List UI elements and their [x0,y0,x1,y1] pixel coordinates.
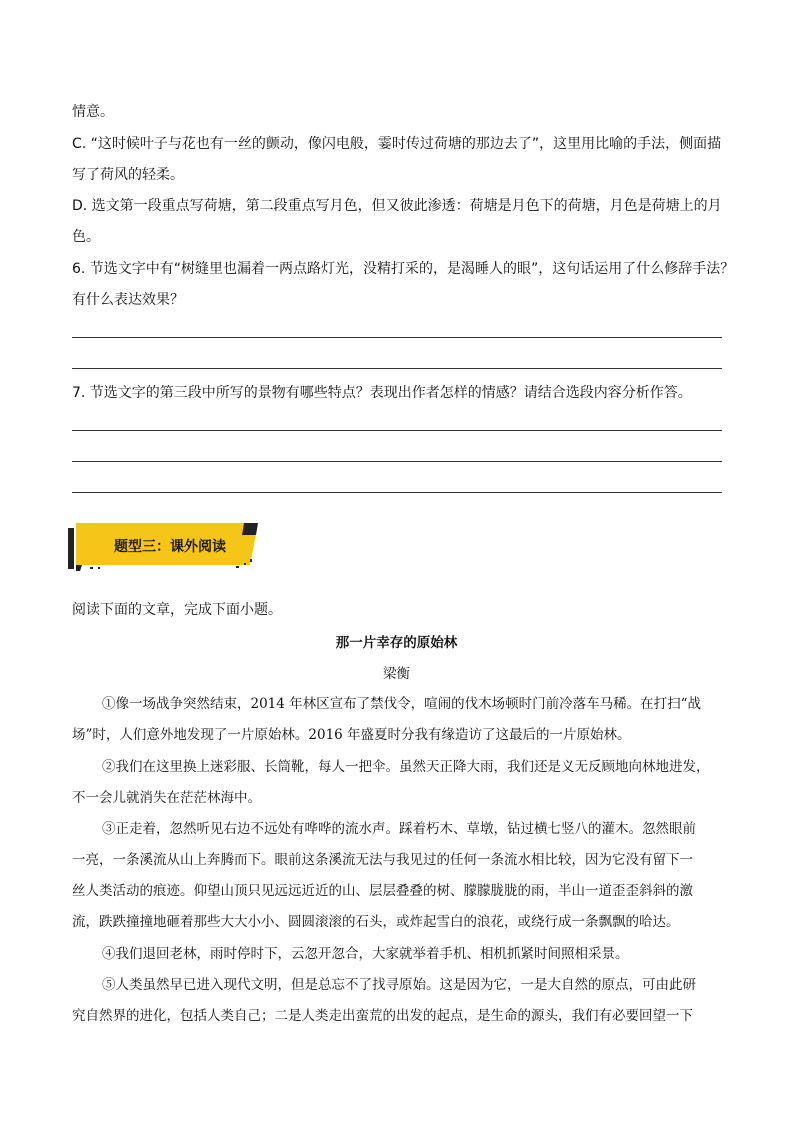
q5-option-d-line2: 色。 [72,229,100,245]
article-title: 那一片幸存的原始林 [335,635,458,651]
q5-option-c-line1: C. “这时候叶子与花也有一丝的颤动，像闪电般，霎时传过荷塘的那边去了”，这里用比喻的手法，侧面描 [72,136,722,152]
paragraph-2-line1: ②我们在这里换上迷彩服、长筒靴，每人一把伞。虽然天正降大雨，我们还是义无反顾地向林地进发， [102,759,710,775]
q6-line2: 有什么表达效果？ [72,292,184,308]
section-badge [68,523,258,571]
paragraph-4-line1: ④我们退回老林，雨时停时下，云忽开忽合，大家就举着手机、相机抓紧时间照相采景。 [102,946,629,962]
paragraph-3-line4: 流，跌跌撞撞地砸着那些大大小小、圆圆滚滚的石头，或炸起雪白的浪花，或绕行成一条飘飘的哈达。 [72,914,680,930]
q6-line1: 6. 节选文字中有“树缝里也漏着一两点路灯光，没精打采的，是渴睡人的眼”，这句话运用了什么修辞手法？ [72,261,735,277]
q5-continuation: 情意。 [72,104,114,120]
answer-line[interactable] [72,461,722,462]
paragraph-2-line2: 不一会儿就消失在茫茫林海中。 [72,790,261,806]
answer-line[interactable] [72,492,722,493]
answer-line[interactable] [72,337,722,338]
paragraph-3-line1: ③正走着，忽然听见右边不远处有哗哗的流水声。踩着朽木、草墩，钻过横七竖八的灌木。忽然眼前 [102,821,696,837]
paragraph-3-line2: 一亮，一条溪流从山上奔腾而下。眼前这条溪流无法与我见过的任何一条流水相比较，因为它没有留下一 [72,852,693,868]
section-title: 题型三：课外阅读 [114,539,226,555]
reading-instruction: 阅读下面的文章，完成下面小题。 [72,602,282,618]
paragraph-1-line1: ①像一场战争突然结束，2014 年林区宣布了禁伐令，喧闹的伐木场顿时门前冷落车马稀。在打扫“战 [102,696,702,712]
q7-line1: 7. 节选文字的第三段中所写的景物有哪些特点？表现出作者怎样的情感？请结合选段内容分析作答。 [72,385,692,401]
article-author: 梁衡 [383,666,410,682]
q5-option-d-line1: D. 选文第一段重点写荷塘，第二段重点写月色，但又彼此渗透：荷塘是月色下的荷塘，月色是荷塘上的月 [72,198,722,214]
q5-option-c-line2: 写了荷风的轻柔。 [72,167,184,183]
paragraph-1-line2: 场”时，人们意外地发现了一片原始林。2016 年盛夏时分我有缘造访了这最后的一片原始林。 [72,727,631,743]
paragraph-3-line3: 丝人类活动的痕迹。仰望山顶只见远远近近的山、层层叠叠的树、朦朦胧胧的雨，半山一道歪歪斜斜的激 [72,883,693,899]
answer-line[interactable] [72,368,722,369]
answer-line[interactable] [72,430,722,431]
paragraph-5-line1: ⑤人类虽然早已进入现代文明，但是总忘不了找寻原始。这是因为它，一是大自然的原点，可由此研 [102,977,696,993]
paragraph-5-line2: 究自然界的进化，包括人类自己；二是人类走出蛮荒的出发的起点，是生命的源头，我们有必要回望一下 [72,1008,693,1024]
